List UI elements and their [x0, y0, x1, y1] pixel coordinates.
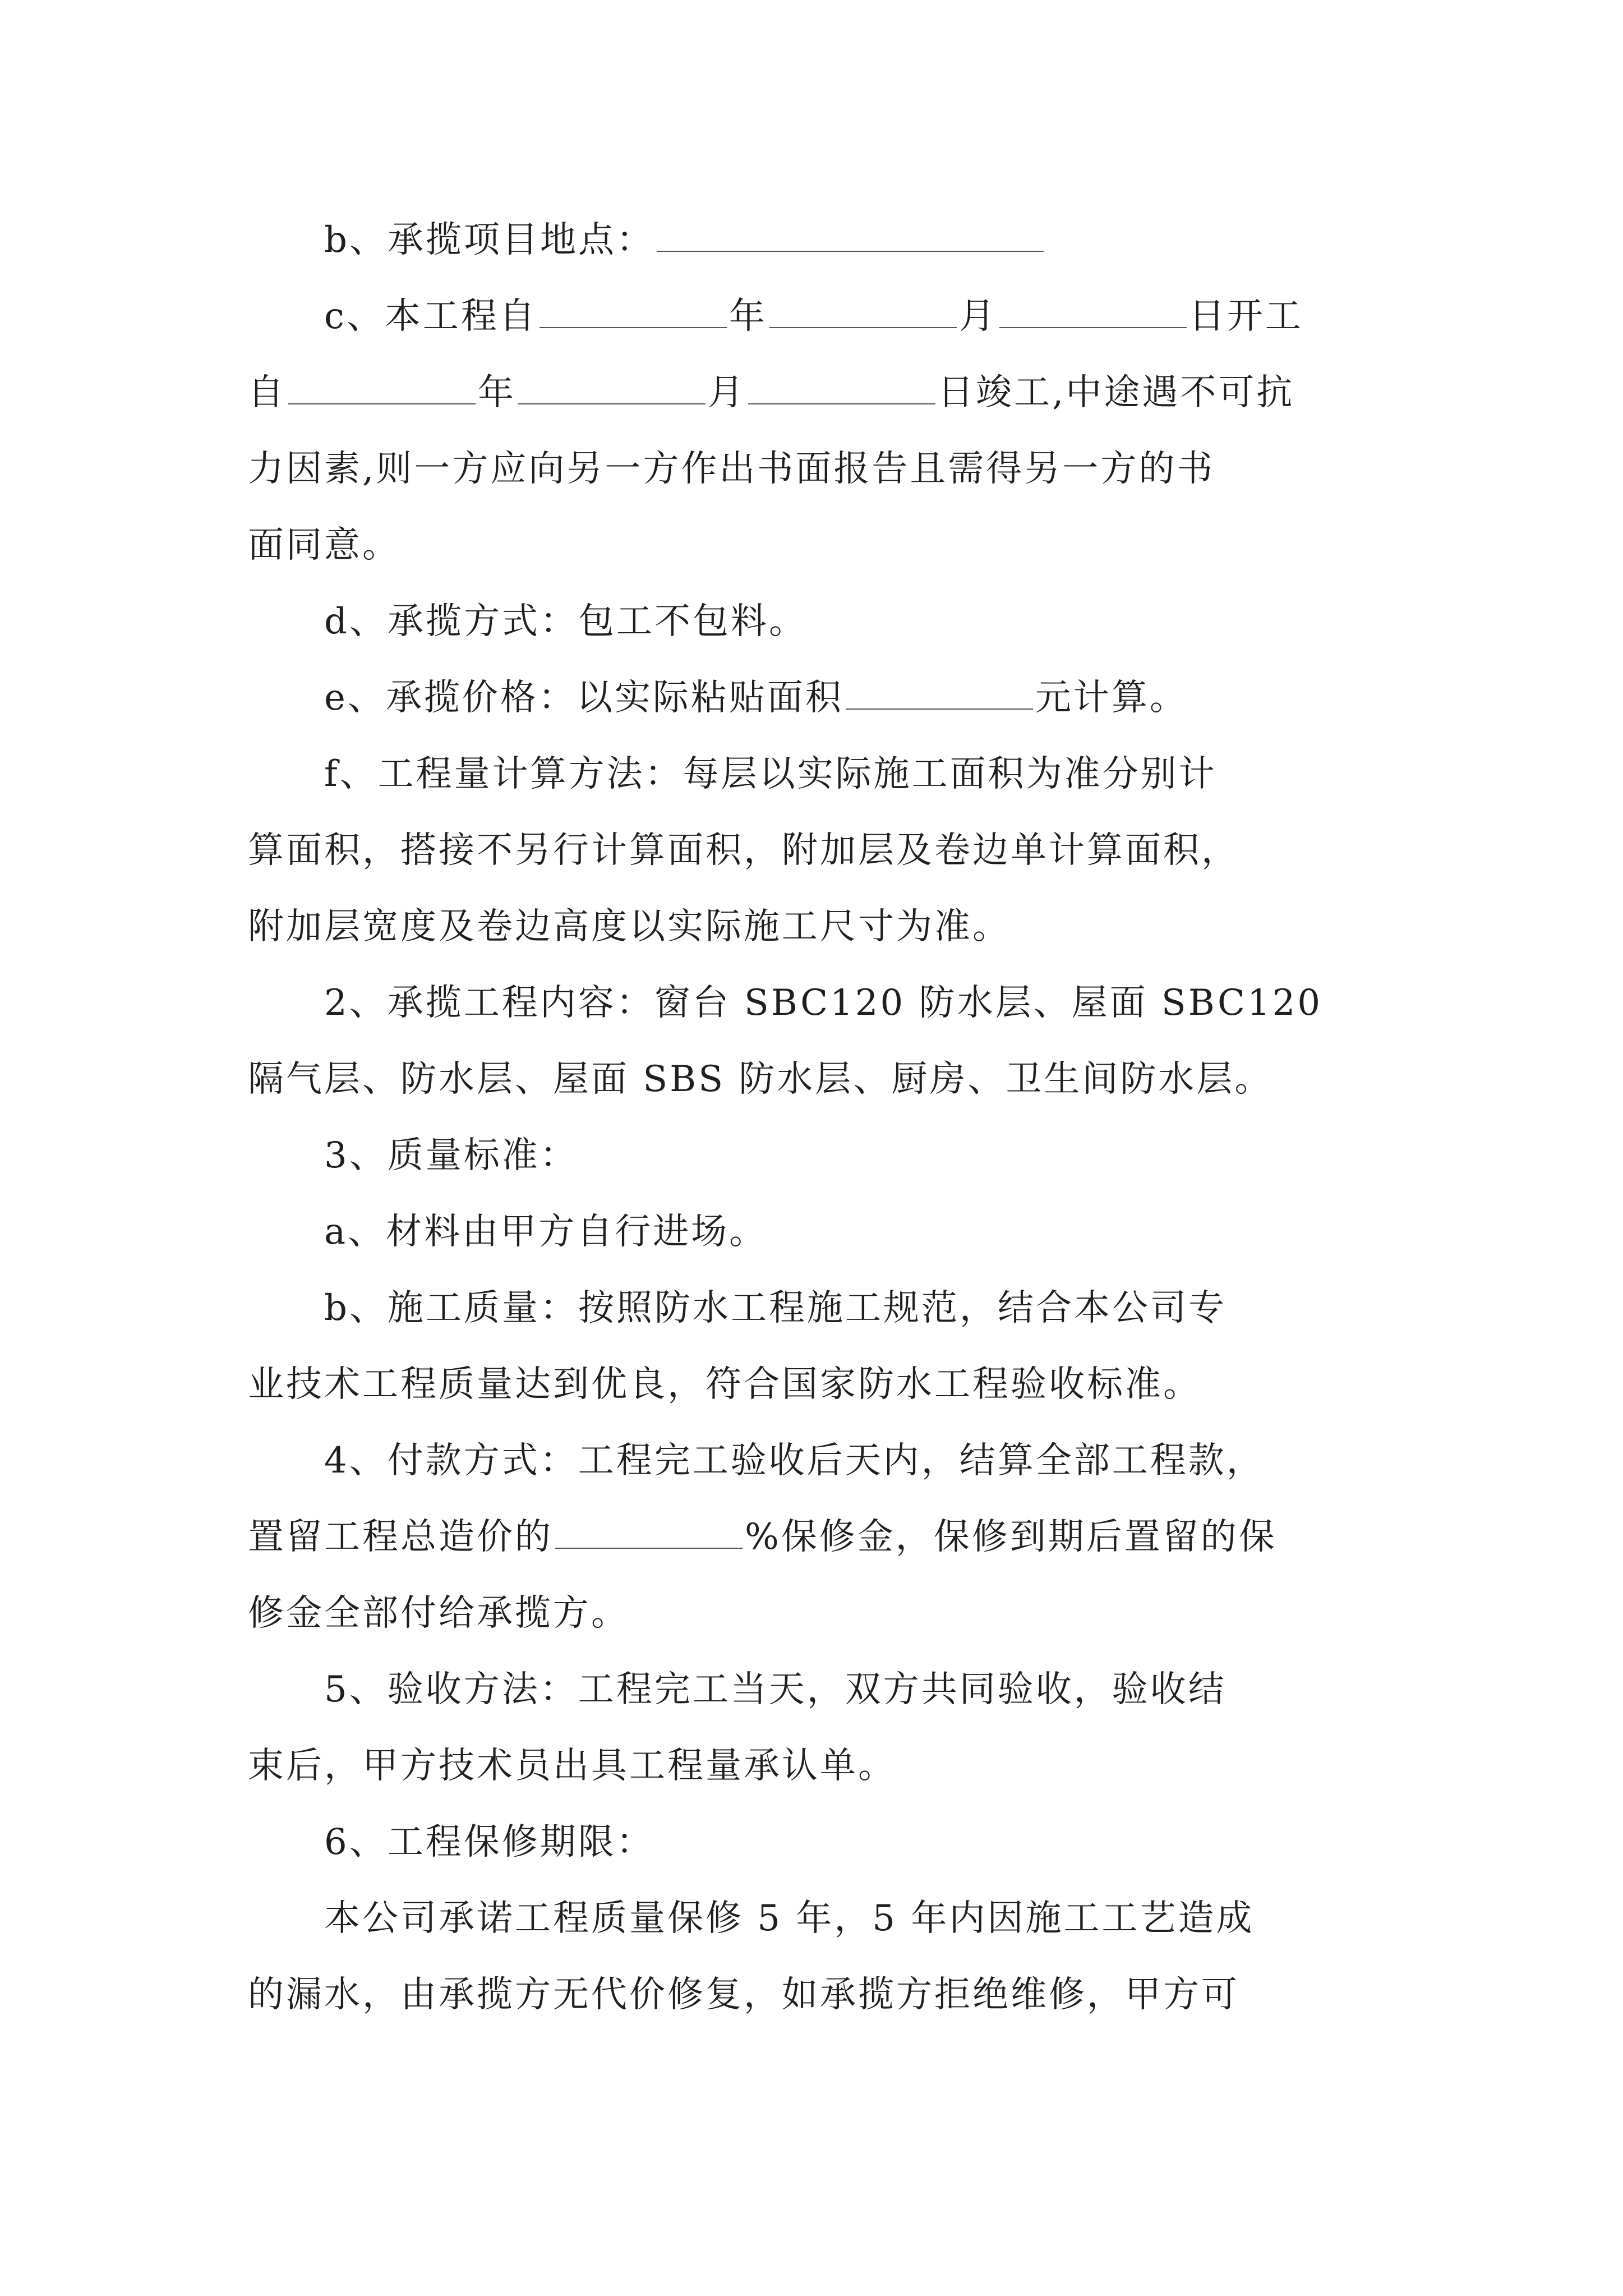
paragraph-e-price: [324, 672, 1188, 724]
section-3-title: 3、质量标准：: [324, 1135, 578, 1176]
start-day-blank[interactable]: [999, 295, 1187, 328]
section-3-a: a、材料由甲方自行进场。: [324, 1211, 768, 1253]
start-month-blank[interactable]: [769, 295, 957, 328]
paragraph-c-line3: 力因素,则一方应向另一方作出书面报告且需得另一方的书: [248, 448, 1215, 490]
text: 日竣工,中途遇不可抗: [938, 372, 1295, 413]
text: 月: [958, 296, 997, 337]
text: %保修金，保修到期后置留的保: [745, 1516, 1277, 1558]
paragraph-f-line2: 算面积，搭接不另行计算面积，附加层及卷边单计算面积，: [248, 830, 1239, 871]
end-year-blank[interactable]: [288, 371, 476, 404]
text: c、本工程自: [324, 296, 537, 337]
section-3-b-line2: 业技术工程质量达到优良，符合国家防水工程验收标准。: [248, 1364, 1201, 1405]
paragraph-f-line1: f、工程量计算方法：每层以实际施工面积为准分别计: [324, 753, 1217, 795]
text: b、承揽项目地点：: [324, 219, 654, 261]
section-4-line1: 4、付款方式：工程完工验收后天内，结算全部工程款，: [324, 1440, 1265, 1481]
end-month-blank[interactable]: [518, 371, 706, 404]
text: 日开工: [1188, 296, 1303, 337]
paragraph-b-location: [324, 214, 1046, 266]
text: 自: [248, 372, 286, 413]
section-6-line2: 的漏水，由承揽方无代价修复，如承揽方拒绝维修，甲方可: [248, 1974, 1239, 2016]
paragraph-c-end-date: [248, 367, 1294, 418]
paragraph-d: d、承揽方式：包工不包料。: [324, 601, 807, 642]
section-6-line1: 本公司承诺工程质量保修 5 年，5 年内因施工工艺造成: [324, 1898, 1255, 1939]
text: e、承揽价格：以实际粘贴面积: [324, 677, 843, 719]
section-6-title: 6、工程保修期限：: [324, 1821, 654, 1863]
start-year-blank[interactable]: [540, 295, 727, 328]
text: 元计算。: [1035, 677, 1188, 719]
location-blank[interactable]: [657, 218, 1044, 252]
paragraph-c-line4: 面同意。: [248, 524, 400, 566]
end-day-blank[interactable]: [748, 371, 935, 404]
section-4-line3: 修金全部付给承揽方。: [248, 1593, 629, 1634]
paragraph-f-line3: 附加层宽度及卷边高度以实际施工尺寸为准。: [248, 906, 1011, 947]
text: 年: [728, 296, 767, 337]
paragraph-c-start-date: [324, 291, 1303, 342]
section-4-line2: [248, 1511, 1277, 1563]
section-5-line2: 束后，甲方技术员出具工程量承认单。: [248, 1745, 896, 1787]
text: 月: [708, 372, 746, 413]
section-2-line1: 2、承揽工程内容：窗台 SBC120 防水层、屋面 SBC120: [324, 982, 1323, 1024]
text: 置留工程总造价的: [248, 1516, 553, 1558]
section-3-b-line1: b、施工质量：按照防水工程施工规范，结合本公司专: [324, 1287, 1227, 1329]
retention-percent-blank[interactable]: [555, 1515, 743, 1549]
section-5-line1: 5、验收方法：工程完工当天，双方共同验收，验收结: [324, 1669, 1227, 1710]
text: 年: [478, 372, 516, 413]
section-2-line2: 隔气层、防水层、屋面 SBS 防水层、厨房、卫生间防水层。: [248, 1059, 1273, 1100]
price-blank[interactable]: [846, 676, 1033, 710]
